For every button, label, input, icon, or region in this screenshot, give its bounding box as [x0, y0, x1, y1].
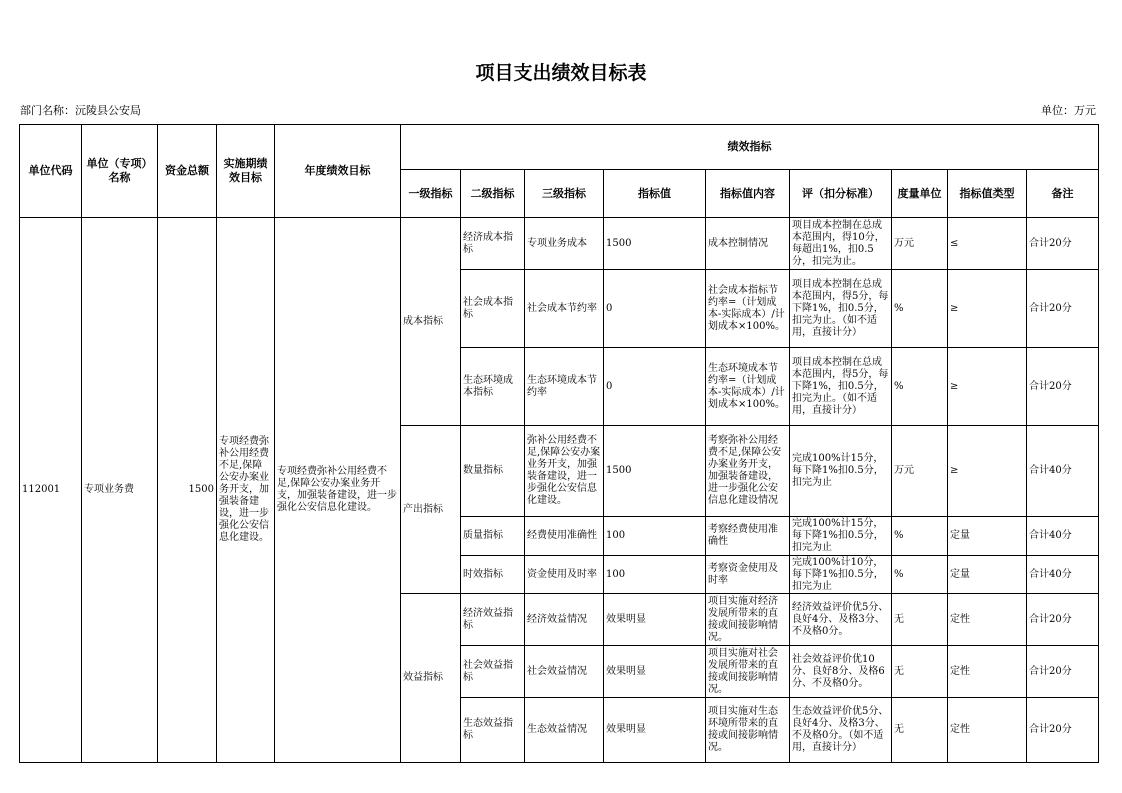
header-level2: 二级指标 — [461, 170, 525, 218]
page-title: 项目支出绩效目标表 — [475, 62, 647, 84]
header-unit-code: 单位代码 — [20, 125, 82, 218]
value-cell: 1500 — [604, 426, 706, 517]
level2-cell: 质量指标 — [461, 517, 525, 556]
level3-cell: 弥补公用经费不足,保障公安办案业务开支，加强装备建设，进一步强化公安信息化建设。 — [525, 426, 604, 517]
value-type-cell: ≥ — [948, 348, 1027, 426]
header-annual-goal: 年度绩效目标 — [275, 125, 401, 218]
level2-cell: 时效指标 — [461, 556, 525, 594]
score-cell: 项目成本控制在总成本范围内，得10分，每超出1%，扣0.5分，扣完为止。 — [790, 218, 892, 270]
score-cell: 项目成本控制在总成本范围内，得5分，每下降1%，扣0.5分，扣完为止。（如不适用，直接计分） — [790, 270, 892, 348]
score-cell: 完成100%计15分，每下降1%扣0.5分，扣完为止 — [790, 426, 892, 517]
header-performance-indicators: 绩效指标 — [401, 125, 1099, 170]
header-content: 指标值内容 — [706, 170, 790, 218]
unit-name-cell: 专项业务费 — [82, 218, 158, 763]
level3-cell: 经济效益情况 — [525, 594, 604, 646]
remark-cell: 合计20分 — [1027, 270, 1099, 348]
measure-unit-cell: % — [892, 556, 948, 594]
total-funds-cell: 1500 — [158, 218, 217, 763]
value-type-cell: 定性 — [948, 594, 1027, 646]
value-cell: 100 — [604, 556, 706, 594]
remark-cell: 合计20分 — [1027, 594, 1099, 646]
header-unit-name: 单位（专项）名称 — [82, 125, 158, 218]
score-cell: 完成100%计10分，每下降1%扣0.5分，扣完为止 — [790, 556, 892, 594]
value-type-cell: 定量 — [948, 517, 1027, 556]
remark-cell: 合计20分 — [1027, 348, 1099, 426]
level3-cell: 社会成本节约率 — [525, 270, 604, 348]
value-type-cell: ≥ — [948, 426, 1027, 517]
table-row — [20, 218, 1099, 270]
remark-cell: 合计40分 — [1027, 426, 1099, 517]
level2-cell: 数量指标 — [461, 426, 525, 517]
score-cell: 经济效益评价优5分、良好4分、及格3分、不及格0分。 — [790, 594, 892, 646]
score-cell: 完成100%计15分，每下降1%扣0.5分，扣完为止 — [790, 517, 892, 556]
value-cell: 0 — [604, 270, 706, 348]
content-cell: 社会成本指标节约率=（计划成本-实际成本）/计划成本×100%。 — [706, 270, 790, 348]
level1-cell: 成本指标 — [401, 218, 461, 426]
remark-cell: 合计40分 — [1027, 556, 1099, 594]
measure-unit-cell: % — [892, 270, 948, 348]
content-cell: 考察资金使用及时率 — [706, 556, 790, 594]
measure-unit-cell: 万元 — [892, 426, 948, 517]
content-cell: 考察经费使用准确性 — [706, 517, 790, 556]
level2-cell: 经济效益指标 — [461, 594, 525, 646]
value-type-cell: ≥ — [948, 270, 1027, 348]
level3-cell: 资金使用及时率 — [525, 556, 604, 594]
value-cell: 效果明显 — [604, 698, 706, 763]
remark-cell: 合计20分 — [1027, 646, 1099, 698]
level3-cell: 专项业务成本 — [525, 218, 604, 270]
level1-cell: 效益指标 — [401, 594, 461, 763]
measure-unit-cell: 无 — [892, 646, 948, 698]
header-level1: 一级指标 — [401, 170, 461, 218]
remark-cell: 合计20分 — [1027, 698, 1099, 763]
measure-unit-cell: 无 — [892, 594, 948, 646]
value-cell: 100 — [604, 517, 706, 556]
content-cell: 成本控制情况 — [706, 218, 790, 270]
value-cell: 效果明显 — [604, 646, 706, 698]
score-cell: 项目成本控制在总成本范围内，得5分，每下降1%，扣0.5分，扣完为止。（如不适用，直接计分） — [790, 348, 892, 426]
measure-unit-cell: % — [892, 517, 948, 556]
department-name: 部门名称：沅陵县公安局 — [20, 104, 141, 117]
level3-cell: 生态环境成本节约率 — [525, 348, 604, 426]
value-type-cell: 定性 — [948, 698, 1027, 763]
measure-unit-cell: 万元 — [892, 218, 948, 270]
score-cell: 社会效益评价优10分、良好8分、及格6分、不及格0分。 — [790, 646, 892, 698]
header-value-type: 指标值类型 — [948, 170, 1027, 218]
remark-cell: 合计40分 — [1027, 517, 1099, 556]
header-value: 指标值 — [604, 170, 706, 218]
level3-cell: 生态效益情况 — [525, 698, 604, 763]
level2-cell: 社会成本指标 — [461, 270, 525, 348]
level2-cell: 生态效益指标 — [461, 698, 525, 763]
measure-unit-cell: 无 — [892, 698, 948, 763]
header-score: 评（扣分标准） — [790, 170, 892, 218]
value-cell: 效果明显 — [604, 594, 706, 646]
header-level3: 三级指标 — [525, 170, 604, 218]
header-measure-unit: 度量单位 — [892, 170, 948, 218]
value-cell: 1500 — [604, 218, 706, 270]
level3-cell: 社会效益情况 — [525, 646, 604, 698]
measure-unit-cell: % — [892, 348, 948, 426]
unit-code-cell: 112001 — [20, 218, 82, 763]
performance-target-table — [19, 124, 1099, 763]
level2-cell: 社会效益指标 — [461, 646, 525, 698]
header-total-funds: 资金总额 — [158, 125, 217, 218]
value-type-cell: 定量 — [948, 556, 1027, 594]
level1-cell: 产出指标 — [401, 426, 461, 594]
currency-unit: 单位：万元 — [1041, 104, 1096, 117]
annual-goal-cell: 专项经费弥补公用经费不足,保障公安办案业务开支，加强装备建设，进一步强化公安信息化建设。 — [275, 218, 401, 763]
header-remark: 备注 — [1027, 170, 1099, 218]
level2-cell: 生态环境成本指标 — [461, 348, 525, 426]
period-goal-cell: 专项经费弥补公用经费不足,保障公安办案业务开支，加强装备建设，进一步强化公安信息化建设。 — [217, 218, 275, 763]
remark-cell: 合计20分 — [1027, 218, 1099, 270]
header-period-goal: 实施期绩效目标 — [217, 125, 275, 218]
value-type-cell: ≤ — [948, 218, 1027, 270]
level2-cell: 经济成本指标 — [461, 218, 525, 270]
content-cell: 生态环境成本节约率=（计划成本-实际成本）/计划成本×100%。 — [706, 348, 790, 426]
score-cell: 生态效益评价优5分、良好4分、及格3分、不及格0分。（如不适用，直接计分） — [790, 698, 892, 763]
content-cell: 项目实施对生态环境所带来的直接或间接影响情况。 — [706, 698, 790, 763]
value-cell: 0 — [604, 348, 706, 426]
content-cell: 项目实施对经济发展所带来的直接或间接影响情况。 — [706, 594, 790, 646]
content-cell: 项目实施对社会发展所带来的直接或间接影响情况。 — [706, 646, 790, 698]
level3-cell: 经费使用准确性 — [525, 517, 604, 556]
content-cell: 考察弥补公用经费不足,保障公安办案业务开支，加强装备建设，进一步强化公安信息化建设情况 — [706, 426, 790, 517]
value-type-cell: 定性 — [948, 646, 1027, 698]
